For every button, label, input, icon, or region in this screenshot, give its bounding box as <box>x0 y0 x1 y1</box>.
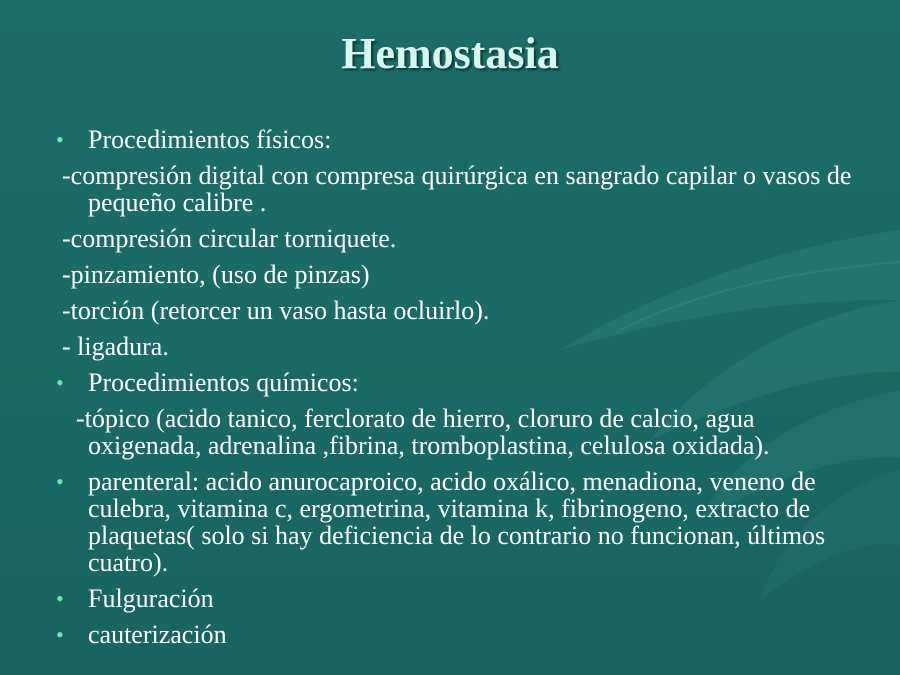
item-text: -compresión digital con compresa quirúrgica en sangrado capilar o vasos de pequeño calibre . <box>62 161 852 217</box>
bullet-item <box>52 585 852 612</box>
item-text: -compresión circular torniquete. <box>62 224 397 253</box>
bullet-item <box>52 369 852 396</box>
item-text: Fulguración <box>88 584 214 613</box>
item-text: parenteral: acido anurocaproico, acido oxálico, menadiona, veneno de culebra, vitamina c, ergometrina, vitamina k, fibrinogeno, extracto de plaquetas( solo si hay deficiencia de lo contrario no funcionan, últimos cuatro). <box>88 467 826 577</box>
bullet-icon: • <box>56 622 64 647</box>
sub-item <box>52 405 852 459</box>
item-text: -torción (retorcer un vaso hasta ocluirlo). <box>62 296 490 325</box>
item-text: - ligadura. <box>62 332 169 361</box>
bullet-icon: • <box>56 370 64 395</box>
bullet-item <box>52 468 852 576</box>
item-text: -pinzamiento, (uso de pinzas) <box>62 260 370 289</box>
bullet-item <box>52 621 852 648</box>
sub-item <box>52 297 852 324</box>
item-text: cauterización <box>88 620 227 649</box>
bullet-item <box>52 126 852 153</box>
sub-item <box>52 333 852 360</box>
slide-title: Hemostasia <box>341 29 559 78</box>
bullet-icon: • <box>56 127 64 152</box>
bullet-icon: • <box>56 469 64 494</box>
sub-item <box>52 225 852 252</box>
item-text: -tópico (acido tanico, ferclorato de hierro, cloruro de calcio, agua oxigenada, adrenalina ,fibrina, tromboplastina, celulosa oxidada). <box>76 404 770 460</box>
sub-item <box>52 261 852 288</box>
item-text: Procedimientos físicos: <box>88 125 332 154</box>
slide-content <box>52 126 852 657</box>
bullet-icon: • <box>56 586 64 611</box>
item-text: Procedimientos químicos: <box>88 368 359 397</box>
sub-item <box>52 162 852 216</box>
